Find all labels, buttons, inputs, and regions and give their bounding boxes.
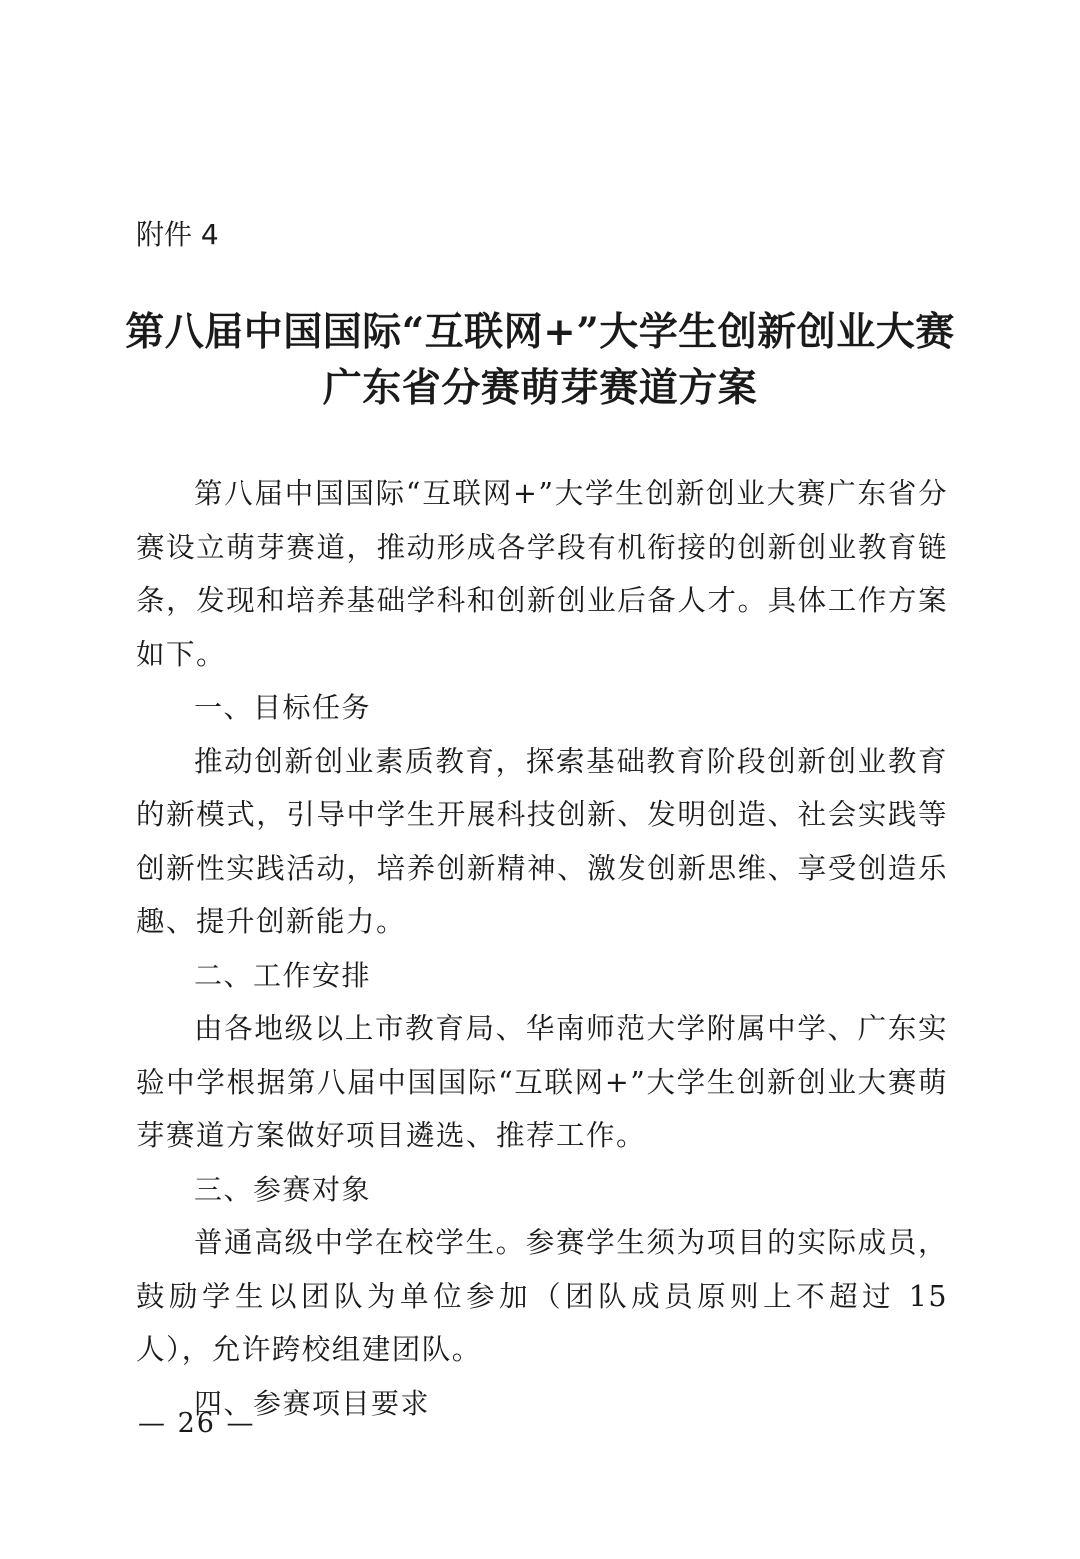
- document-title-line-1: 第八届中国国际“互联网+”大学生创新创业大赛: [125, 309, 955, 355]
- section-heading-participants: 三、参赛对象: [194, 1172, 372, 1206]
- goals-paragraph: 推动创新创业素质教育，探索基础教育阶段创新创业教育的新模式，引导中学生开展科技创新、发明创造、社会实践等创新性实践活动，培养创新精神、激发创新思维、享受创造乐趣、提升创新能力。: [136, 744, 948, 938]
- arrangement-paragraph: 由各地级以上市教育局、华南师范大学附属中学、广东实验中学根据第八届中国国际“互联网+”大学生创新创业大赛萌芽赛道方案做好项目遴选、推荐工作。: [136, 1012, 948, 1152]
- section-heading-project-requirements: 四、参赛项目要求: [194, 1386, 431, 1420]
- document-title-line-2: 广东省分赛萌芽赛道方案: [322, 365, 758, 411]
- page-number: — 26 —: [138, 1408, 256, 1439]
- section-heading-arrangement: 二、工作安排: [194, 958, 372, 992]
- attachment-label: 附件 4: [136, 218, 219, 251]
- participants-paragraph: 普通高级中学在校学生。参赛学生须为项目的实际成员，鼓励学生以团队为单位参加（团队成员原则上不超过 15 人），允许跨校组建团队。: [136, 1226, 948, 1366]
- document-body: [136, 467, 948, 1430]
- section-heading-goals: 一、目标任务: [194, 691, 372, 724]
- intro-paragraph: 第八届中国国际“互联网+”大学生创新创业大赛广东省分赛设立萌芽赛道，推动形成各学段有机衔接的创新创业教育链条，发现和培养基础学科和创新创业后备人才。具体工作方案如下。: [136, 477, 948, 671]
